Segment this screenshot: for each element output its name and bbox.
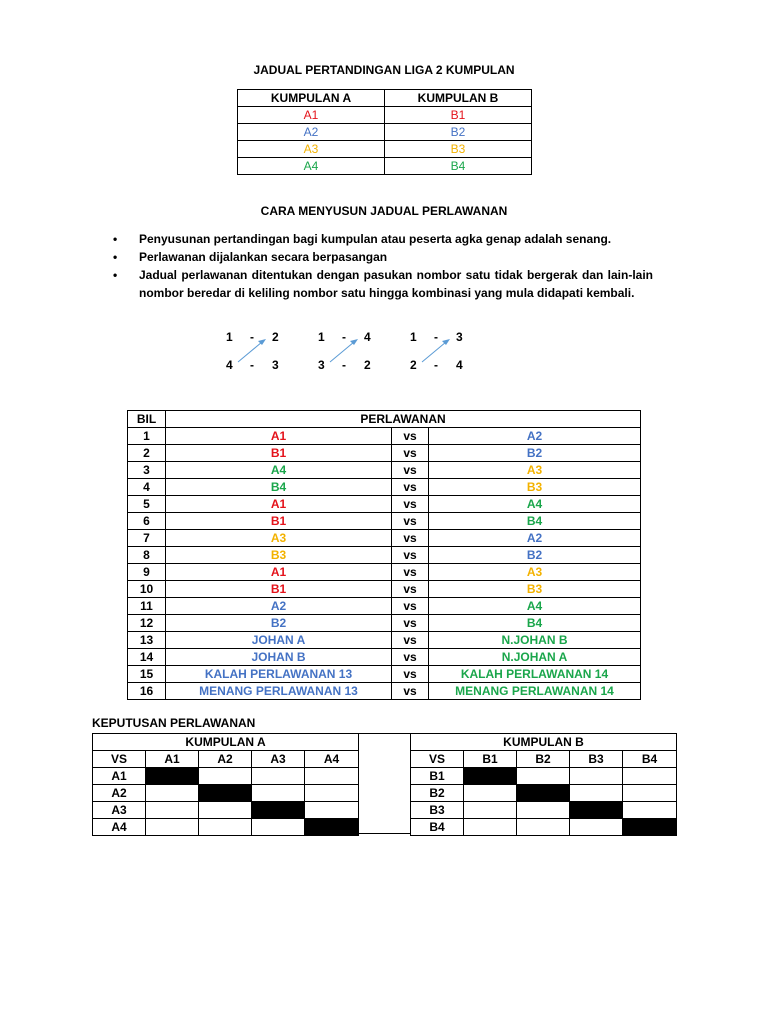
results-cell <box>305 768 359 785</box>
match-vs: vs <box>392 462 429 479</box>
match-home-team: KALAH PERLAWANAN 13 <box>166 666 392 683</box>
match-away-team: A2 <box>429 530 641 547</box>
match-away-team: N.JOHAN B <box>429 632 641 649</box>
results-cell <box>199 768 252 785</box>
rotation-number: 1 <box>410 330 417 344</box>
rotation-number: 3 <box>456 330 463 344</box>
results-group-title: KUMPULAN A <box>93 734 359 751</box>
match-bil: 3 <box>128 462 166 479</box>
match-vs: vs <box>392 445 429 462</box>
results-table-a <box>92 733 359 836</box>
results-row-header: B4 <box>411 819 464 836</box>
match-bil: 9 <box>128 564 166 581</box>
table-row <box>128 496 641 513</box>
results-cell <box>517 802 570 819</box>
rotation-arrow-icon <box>226 330 296 374</box>
match-bil: 2 <box>128 445 166 462</box>
match-away-team: B3 <box>429 581 641 598</box>
table-row <box>128 598 641 615</box>
match-home-team: B2 <box>166 615 392 632</box>
table-row <box>128 445 641 462</box>
rotation-dash: - <box>250 330 254 344</box>
results-cell <box>570 768 623 785</box>
table-row <box>128 479 641 496</box>
matches-table <box>127 410 641 700</box>
group-b-header: KUMPULAN B <box>385 90 532 107</box>
group-a-cell: A1 <box>238 107 385 124</box>
results-col-header: B1 <box>464 751 517 768</box>
rotation-diagram-3 <box>410 330 480 374</box>
match-away-team: A4 <box>429 598 641 615</box>
results-cell-blocked <box>464 768 517 785</box>
match-bil: 14 <box>128 649 166 666</box>
match-vs: vs <box>392 530 429 547</box>
match-vs: vs <box>392 564 429 581</box>
results-cell-blocked <box>305 819 359 836</box>
table-row <box>128 666 641 683</box>
results-cell-blocked <box>252 802 305 819</box>
match-bil: 11 <box>128 598 166 615</box>
match-away-team: B2 <box>429 547 641 564</box>
rotation-diagram-1 <box>226 330 296 374</box>
results-row-header: A1 <box>93 768 146 785</box>
results-group-title: KUMPULAN B <box>411 734 677 751</box>
results-cell <box>517 768 570 785</box>
page-title: JADUAL PERTANDINGAN LIGA 2 KUMPULAN <box>253 63 515 77</box>
match-vs: vs <box>392 666 429 683</box>
table-row <box>93 768 359 785</box>
match-bil: 10 <box>128 581 166 598</box>
table-row <box>128 581 641 598</box>
results-title: KEPUTUSAN PERLAWANAN <box>92 716 256 730</box>
results-cell <box>464 819 517 836</box>
table-row <box>93 802 359 819</box>
results-table-b <box>410 733 677 836</box>
list-item <box>113 230 653 248</box>
group-a-cell: A3 <box>238 141 385 158</box>
results-cell <box>146 802 199 819</box>
results-cell <box>199 819 252 836</box>
table-row <box>238 141 532 158</box>
match-header: PERLAWANAN <box>166 411 641 428</box>
results-cell <box>464 785 517 802</box>
group-b-cell: B1 <box>385 107 532 124</box>
rotation-dash: - <box>250 358 254 372</box>
rotation-number: 1 <box>318 330 325 344</box>
match-home-team: JOHAN B <box>166 649 392 666</box>
rotation-number: 2 <box>364 358 371 372</box>
rotation-number: 4 <box>364 330 371 344</box>
table-row <box>93 819 359 836</box>
group-a-cell: A4 <box>238 158 385 175</box>
results-col-header: B4 <box>623 751 677 768</box>
match-vs: vs <box>392 598 429 615</box>
results-cell <box>305 785 359 802</box>
results-row-header: A4 <box>93 819 146 836</box>
results-row-header: B2 <box>411 785 464 802</box>
table-row <box>93 785 359 802</box>
match-bil: 15 <box>128 666 166 683</box>
results-cell <box>623 768 677 785</box>
table-row <box>411 819 677 836</box>
results-cell <box>252 819 305 836</box>
results-row-header: B1 <box>411 768 464 785</box>
results-cell-blocked <box>570 802 623 819</box>
table-row <box>411 768 677 785</box>
match-home-team: A1 <box>166 428 392 445</box>
results-row-header: A2 <box>93 785 146 802</box>
results-cell <box>570 785 623 802</box>
results-separator <box>358 733 410 834</box>
match-away-team: KALAH PERLAWANAN 14 <box>429 666 641 683</box>
table-row <box>128 462 641 479</box>
results-cell <box>252 768 305 785</box>
rotation-number: 3 <box>318 358 325 372</box>
match-vs: vs <box>392 581 429 598</box>
match-vs: vs <box>392 649 429 666</box>
group-b-cell: B3 <box>385 141 532 158</box>
bullet-icon: • <box>113 268 118 282</box>
table-row <box>128 683 641 700</box>
results-col-header: A2 <box>199 751 252 768</box>
results-cell <box>146 785 199 802</box>
match-vs: vs <box>392 547 429 564</box>
bullet-text: Perlawanan dijalankan secara berpasangan <box>139 250 388 264</box>
rotation-dash: - <box>342 358 346 372</box>
group-a-header: KUMPULAN A <box>238 90 385 107</box>
match-vs: vs <box>392 632 429 649</box>
results-col-header: A3 <box>252 751 305 768</box>
group-a-cell: A2 <box>238 124 385 141</box>
table-row <box>128 547 641 564</box>
list-item <box>113 248 653 266</box>
match-vs: vs <box>392 513 429 530</box>
match-bil: 8 <box>128 547 166 564</box>
rotation-number: 2 <box>410 358 417 372</box>
results-row-header: B3 <box>411 802 464 819</box>
results-cell-blocked <box>623 819 677 836</box>
match-away-team: A3 <box>429 564 641 581</box>
results-cell-blocked <box>517 785 570 802</box>
match-home-team: B3 <box>166 547 392 564</box>
table-row <box>128 615 641 632</box>
rotation-dash: - <box>434 330 438 344</box>
results-cell-blocked <box>146 768 199 785</box>
match-bil: 4 <box>128 479 166 496</box>
results-vs-label: VS <box>411 751 464 768</box>
rotation-arrow-icon <box>318 330 388 374</box>
match-away-team: B3 <box>429 479 641 496</box>
match-away-team: N.JOHAN A <box>429 649 641 666</box>
results-cell <box>570 819 623 836</box>
match-home-team: JOHAN A <box>166 632 392 649</box>
results-cell <box>305 802 359 819</box>
results-cell <box>199 802 252 819</box>
table-row <box>128 513 641 530</box>
table-row <box>128 649 641 666</box>
list-item <box>113 266 653 302</box>
match-bil: 16 <box>128 683 166 700</box>
match-home-team: MENANG PERLAWANAN 13 <box>166 683 392 700</box>
match-vs: vs <box>392 683 429 700</box>
match-home-team: B4 <box>166 479 392 496</box>
match-away-team: A4 <box>429 496 641 513</box>
table-row <box>128 564 641 581</box>
rotation-number: 3 <box>272 358 279 372</box>
rotation-number: 2 <box>272 330 279 344</box>
match-away-team: MENANG PERLAWANAN 14 <box>429 683 641 700</box>
match-bil: 6 <box>128 513 166 530</box>
match-home-team: B1 <box>166 581 392 598</box>
results-cell <box>146 819 199 836</box>
bullet-text: Penyusunan pertandingan bagi kumpulan atau peserta agka genap adalah senang. <box>139 232 612 246</box>
table-row <box>128 632 641 649</box>
match-vs: vs <box>392 496 429 513</box>
results-col-header: A4 <box>305 751 359 768</box>
results-cell-blocked <box>199 785 252 802</box>
results-cell <box>464 802 517 819</box>
method-title: CARA MENYUSUN JADUAL PERLAWANAN <box>260 204 508 218</box>
bullet-icon: • <box>113 250 118 264</box>
match-vs: vs <box>392 615 429 632</box>
results-cell <box>623 785 677 802</box>
results-col-header: B3 <box>570 751 623 768</box>
rotation-arrow-icon <box>410 330 480 374</box>
results-vs-label: VS <box>93 751 146 768</box>
match-bil: 13 <box>128 632 166 649</box>
table-row <box>238 124 532 141</box>
rotation-number: 1 <box>226 330 233 344</box>
match-away-team: B4 <box>429 615 641 632</box>
rotation-dash: - <box>434 358 438 372</box>
match-home-team: A3 <box>166 530 392 547</box>
results-row-header: A3 <box>93 802 146 819</box>
rotation-dash: - <box>342 330 346 344</box>
match-home-team: A1 <box>166 564 392 581</box>
match-home-team: A2 <box>166 598 392 615</box>
table-row <box>128 530 641 547</box>
groups-table <box>237 89 532 175</box>
rotation-diagram-2 <box>318 330 388 374</box>
match-away-team: A2 <box>429 428 641 445</box>
match-home-team: A1 <box>166 496 392 513</box>
results-cell <box>517 819 570 836</box>
results-col-header: A1 <box>146 751 199 768</box>
match-bil: 1 <box>128 428 166 445</box>
match-vs: vs <box>392 428 429 445</box>
results-col-header: B2 <box>517 751 570 768</box>
table-row <box>411 785 677 802</box>
match-home-team: B1 <box>166 513 392 530</box>
match-vs: vs <box>392 479 429 496</box>
group-b-cell: B4 <box>385 158 532 175</box>
table-row <box>411 802 677 819</box>
match-bil: 7 <box>128 530 166 547</box>
method-bullet-list <box>113 230 653 302</box>
match-bil: 5 <box>128 496 166 513</box>
table-row <box>238 158 532 175</box>
group-b-cell: B2 <box>385 124 532 141</box>
match-home-team: A4 <box>166 462 392 479</box>
bil-header: BIL <box>128 411 166 428</box>
results-cell <box>252 785 305 802</box>
match-away-team: A3 <box>429 462 641 479</box>
rotation-number: 4 <box>456 358 463 372</box>
rotation-number: 4 <box>226 358 233 372</box>
bullet-icon: • <box>113 232 118 246</box>
match-away-team: B4 <box>429 513 641 530</box>
match-away-team: B2 <box>429 445 641 462</box>
match-home-team: B1 <box>166 445 392 462</box>
match-bil: 12 <box>128 615 166 632</box>
table-row <box>238 107 532 124</box>
table-row <box>128 428 641 445</box>
bullet-text: Jadual perlawanan ditentukan dengan pasukan nombor satu tidak bergerak dan lain-lain nombor beredar di keliling nombor satu hingga kombinasi yang mula didapati kembali. <box>139 268 653 300</box>
results-cell <box>623 802 677 819</box>
